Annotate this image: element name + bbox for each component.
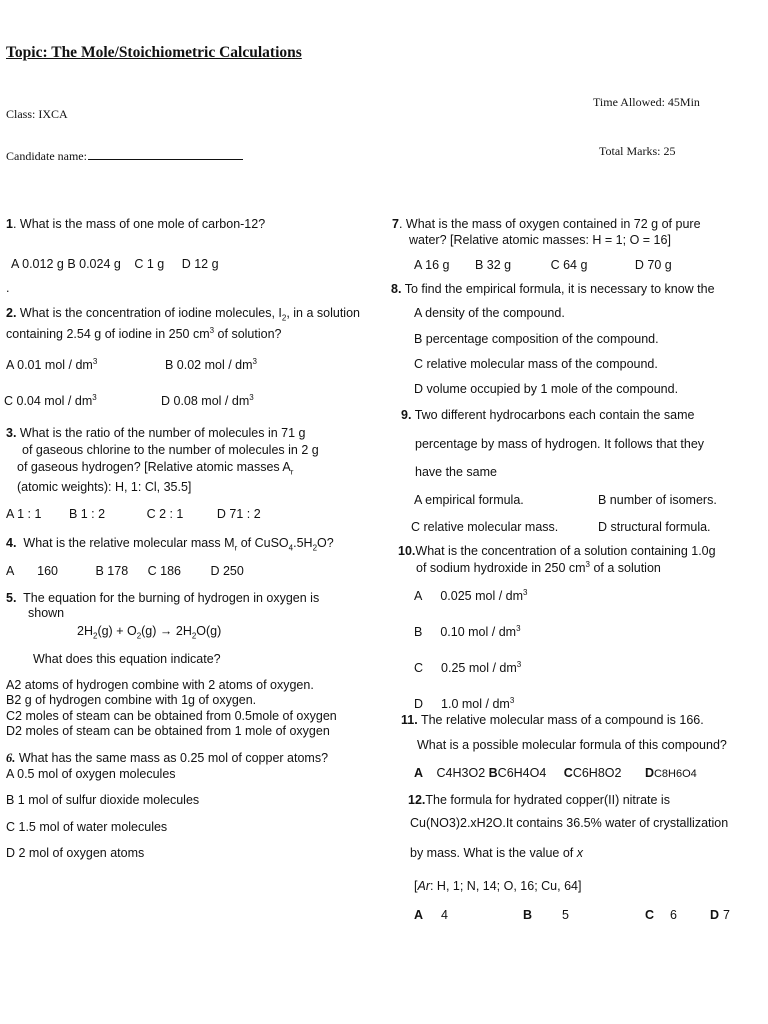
candidate-name-blank[interactable] bbox=[88, 149, 243, 160]
q10-option-a[interactable]: A 0.025 mol / $dm^3$ bbox=[414, 588, 528, 604]
q2-option-b[interactable]: B 0.02 mol / $dm^3$ bbox=[165, 357, 257, 373]
q1-option-b[interactable]: B 0.024 g bbox=[67, 257, 121, 271]
q4-option-b[interactable]: B 178 bbox=[95, 564, 129, 578]
question-2-line1: 2. What is the concentration of iodine molecules, $I_2$, in a solution bbox=[6, 306, 360, 323]
q12-option-c[interactable]: C 6 bbox=[645, 908, 677, 922]
q1-option-d[interactable]: D 12 g bbox=[181, 257, 219, 271]
question-5-line3: What does this equation indicate? bbox=[33, 652, 221, 666]
q4-option-a[interactable]: A bbox=[6, 564, 14, 578]
q9-option-d[interactable]: D structural formula. bbox=[598, 520, 711, 534]
q7-option-d[interactable]: D 70 g bbox=[634, 258, 672, 272]
q11-formula-b[interactable]: C6H4O4 bbox=[497, 766, 547, 780]
question-1-options bbox=[11, 257, 219, 271]
q10-option-b[interactable]: B 0.10 mol / $dm^3$ bbox=[414, 624, 521, 640]
q4-option-d[interactable]: D 250 bbox=[210, 564, 244, 578]
q2-option-a[interactable]: A 0.01 mol / $dm^3$ bbox=[6, 357, 98, 373]
page-title: Topic: The Mole/Stoichiometric Calculations bbox=[6, 44, 302, 61]
question-5-line2: shown bbox=[28, 606, 65, 620]
question-7-line1: 7. What is the mass of oxygen contained in 72 g of pure bbox=[392, 217, 701, 231]
q9-option-a[interactable]: A empirical formula. bbox=[414, 493, 524, 507]
question-12-line3: by mass. What is the value of x bbox=[410, 846, 583, 860]
q3-option-a[interactable]: A 1 : 1 bbox=[6, 507, 42, 521]
q10-option-d[interactable]: D 1.0 mol / $dm^3$ bbox=[414, 696, 515, 712]
q11-option-c[interactable]: C bbox=[563, 766, 573, 780]
question-6: 6. What has the same mass as 0.25 mol of copper atoms? bbox=[6, 751, 329, 765]
question-5-line1: 5. The equation for the burning of hydrogen in oxygen is bbox=[6, 591, 320, 605]
question-1: 1. What is the mass of one mole of carbon-12? bbox=[6, 217, 266, 231]
question-5-equation: $2H_2(g) + O_2(g) \to 2H_2O(g)$ bbox=[77, 624, 222, 641]
question-3-line2: of gaseous chlorine to the number of molecules in 2 g bbox=[22, 443, 319, 457]
q11-formula-d[interactable]: C8H6O4 bbox=[653, 768, 697, 780]
question-4: 4. What is the relative molecular mass $M_r$ of $CuSO_4.5H_2O$? bbox=[6, 536, 334, 553]
q5-option-d[interactable]: D2 moles of steam can be obtained from 1 mole of oxygen bbox=[6, 724, 330, 738]
question-11-line2: What is a possible molecular formula of this compound? bbox=[417, 738, 727, 752]
q4-option-a-value[interactable]: 160 bbox=[37, 564, 58, 578]
q11-formula-c[interactable]: C6H8O2 bbox=[572, 766, 622, 780]
candidate-name-label: Candidate name: bbox=[6, 149, 87, 163]
q3-option-b[interactable]: B 1 : 2 bbox=[68, 507, 106, 521]
question-12-line4: [Ar: H, 1; N, 14; O, 16; Cu, 64] bbox=[414, 879, 582, 893]
q12-option-d[interactable]: D 7 bbox=[710, 908, 730, 922]
q6-option-c[interactable]: C 1.5 mol of water molecules bbox=[6, 820, 168, 834]
time-allowed: Time Allowed: 45Min bbox=[593, 95, 700, 109]
q1-option-a[interactable]: A 0.012 g bbox=[11, 257, 64, 271]
question-3-options bbox=[6, 507, 261, 521]
question-10-line2: of sodium hydroxide in 250 $cm^3$ of a solution bbox=[416, 560, 661, 576]
question-10-line1: 10.What is the concentration of a solution containing 1.0g bbox=[398, 544, 716, 558]
q1-option-c[interactable]: C 1 g bbox=[134, 257, 165, 271]
candidate-name-row bbox=[6, 149, 243, 164]
q11-option-b[interactable]: B bbox=[488, 766, 498, 780]
q12-option-a[interactable]: A 4 bbox=[414, 908, 448, 922]
question-7-line2: water? [Relative atomic masses: H = 1; O = 16] bbox=[409, 233, 671, 247]
q11-option-a[interactable]: A bbox=[414, 766, 424, 780]
q9-option-b[interactable]: B number of isomers. bbox=[598, 493, 717, 507]
question-11-line1: 11. The relative molecular mass of a compound is 166. bbox=[401, 713, 704, 727]
question-9-line1: 9. Two different hydrocarbons each contain the same bbox=[401, 408, 695, 422]
question-3-line4: (atomic weights): H, 1: Cl, 35.5] bbox=[17, 480, 192, 494]
q6-option-a[interactable]: A 0.5 mol of oxygen molecules bbox=[6, 767, 176, 781]
q11-option-d[interactable]: D bbox=[644, 766, 654, 780]
total-marks: Total Marks: 25 bbox=[599, 144, 676, 158]
q2-option-d[interactable]: D 0.08 mol / $dm^3$ bbox=[161, 393, 254, 409]
question-12-line1: 12.The formula for hydrated copper(II) nitrate is bbox=[408, 793, 670, 807]
q5-option-a[interactable]: A2 atoms of hydrogen combine with 2 atoms of oxygen. bbox=[6, 678, 314, 692]
question-4-options bbox=[6, 564, 244, 578]
q8-option-d[interactable]: D volume occupied by 1 mole of the compound. bbox=[414, 382, 679, 396]
q5-option-b[interactable]: B2 g of hydrogen combine with 1g of oxygen. bbox=[6, 693, 257, 707]
stray-dot: . bbox=[6, 281, 10, 295]
question-9-line2: percentage by mass of hydrogen. It follows that they bbox=[415, 437, 705, 451]
question-9-line3: have the same bbox=[415, 465, 497, 479]
q6-option-d[interactable]: D 2 mol of oxygen atoms bbox=[6, 846, 145, 860]
q8-option-b[interactable]: B percentage composition of the compound. bbox=[414, 332, 659, 346]
q5-option-c[interactable]: C2 moles of steam can be obtained from 0.5mole of oxygen bbox=[6, 709, 337, 723]
question-3-line1: 3. What is the ratio of the number of molecules in 71 g bbox=[6, 426, 306, 440]
q7-option-a[interactable]: A 16 g bbox=[414, 258, 450, 272]
q3-option-d[interactable]: D 71 : 2 bbox=[216, 507, 261, 521]
question-11-options bbox=[414, 766, 697, 780]
q11-formula-a[interactable]: C4H3O2 bbox=[436, 766, 486, 780]
q10-option-c[interactable]: C 0.25 mol / $dm^3$ bbox=[414, 660, 522, 676]
question-2-line2: containing 2.54 g of iodine in 250 $cm^3$ of solution? bbox=[6, 326, 282, 342]
q12-option-b[interactable]: B 5 bbox=[523, 908, 569, 922]
q4-option-c[interactable]: C 186 bbox=[147, 564, 181, 578]
q2-option-c[interactable]: C 0.04 mol / $dm^3$ bbox=[4, 393, 97, 409]
q9-option-c[interactable]: C relative molecular mass. bbox=[411, 520, 559, 534]
question-3-line3: of gaseous hydrogen? [Relative atomic masses $A_r$ bbox=[17, 460, 294, 477]
q8-option-c[interactable]: C relative molecular mass of the compound. bbox=[414, 357, 658, 371]
q3-option-c[interactable]: C 2 : 1 bbox=[146, 507, 184, 521]
q6-option-b[interactable]: B 1 mol of sulfur dioxide molecules bbox=[6, 793, 200, 807]
class-label: Class: IXCA bbox=[6, 107, 68, 121]
question-12-line2: Cu(NO3)2.xH2O.It contains 36.5% water of crystallization bbox=[410, 816, 729, 830]
q7-option-c[interactable]: C 64 g bbox=[550, 258, 588, 272]
question-8: 8. To find the empirical formula, it is necessary to know the bbox=[391, 282, 715, 296]
q7-option-b[interactable]: B 32 g bbox=[474, 258, 512, 272]
q8-option-a[interactable]: A density of the compound. bbox=[414, 306, 565, 320]
question-7-options bbox=[414, 258, 672, 272]
